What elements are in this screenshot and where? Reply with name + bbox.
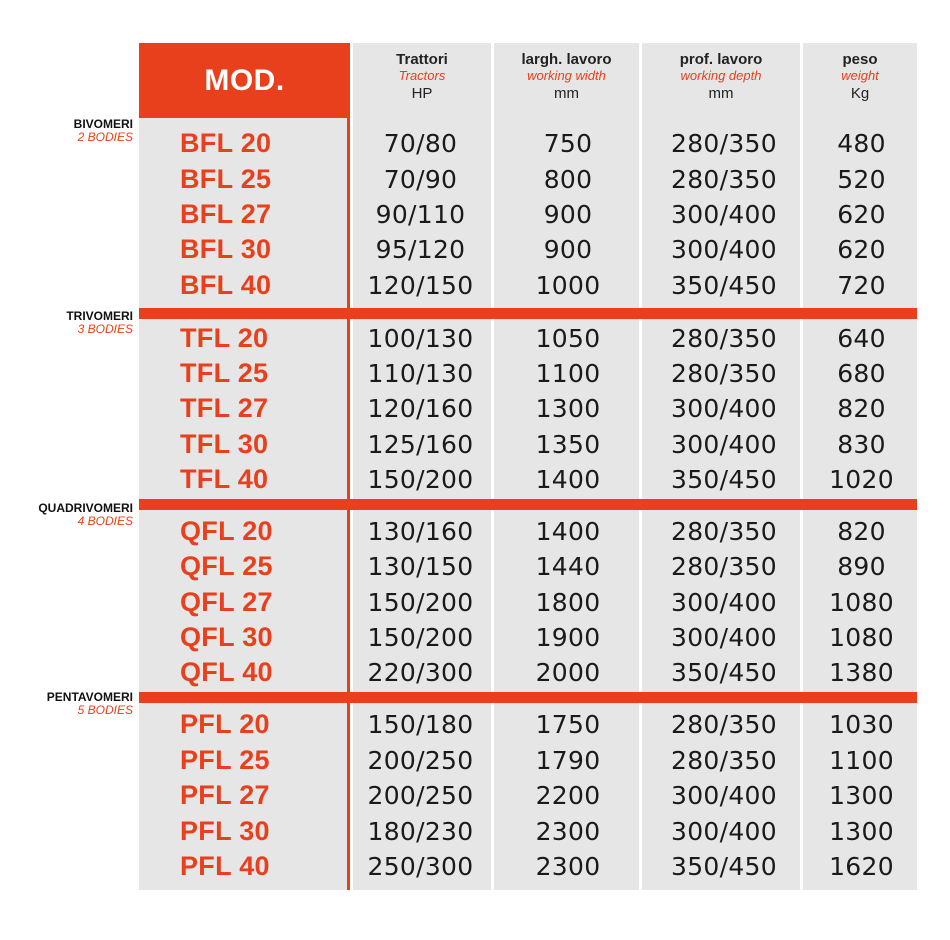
working-width: 1440 (535, 552, 601, 581)
model-name: QFL 27 (180, 587, 273, 617)
weight: 830 (837, 430, 886, 459)
working-depth: 300/400 (671, 781, 777, 810)
model-name: QFL 20 (180, 516, 273, 546)
model-name: TFL 40 (180, 464, 269, 494)
weight: 620 (837, 235, 886, 264)
working-width: 2300 (535, 817, 601, 846)
model-name: BFL 40 (180, 270, 272, 300)
working-depth: 280/350 (671, 552, 777, 581)
working-depth: 280/350 (671, 324, 777, 353)
weight: 890 (837, 552, 886, 581)
header-weight (803, 43, 917, 118)
group-label-pentavomeri (0, 691, 133, 717)
working-width: 750 (543, 129, 593, 158)
working-width: 1300 (535, 394, 601, 423)
tractor-hp: 150/180 (367, 710, 474, 739)
model-name: PFL 20 (180, 709, 270, 739)
header-subtitle: Tractors (398, 68, 446, 83)
table-row (139, 742, 917, 777)
working-width: 1790 (535, 746, 601, 775)
working-width: 1000 (535, 271, 601, 300)
group-bodies: 4 BODIES (77, 514, 133, 528)
table-row (139, 267, 917, 302)
table-row (139, 513, 917, 548)
tractor-hp: 150/200 (367, 588, 474, 617)
table-row (139, 619, 917, 654)
weight: 640 (837, 324, 886, 353)
weight: 720 (837, 271, 886, 300)
table-row (139, 548, 917, 583)
model-name: QFL 25 (180, 551, 273, 581)
tractor-hp: 95/120 (375, 235, 466, 264)
working-width: 1400 (535, 517, 601, 546)
working-depth: 300/400 (671, 588, 777, 617)
working-width: 900 (543, 200, 593, 229)
weight: 820 (837, 517, 886, 546)
tractor-hp: 250/300 (367, 852, 474, 881)
table-row (139, 390, 917, 425)
group-name: TRIVOMERI (66, 309, 133, 323)
table-row (139, 654, 917, 689)
tractor-hp: 125/160 (367, 430, 474, 459)
group-bodies: 5 BODIES (77, 703, 133, 717)
tractor-hp: 100/130 (367, 324, 474, 353)
table-row (139, 355, 917, 390)
working-depth: 280/350 (671, 129, 777, 158)
table-row (139, 426, 917, 461)
group-separator (139, 692, 917, 703)
group-bodies: 3 BODIES (77, 322, 133, 336)
table-row (139, 706, 917, 741)
working-width: 1900 (535, 623, 601, 652)
table-row (139, 777, 917, 812)
header-subtitle: weight (841, 68, 879, 83)
header-title: largh. lavoro (521, 51, 612, 68)
working-width: 1400 (535, 465, 601, 494)
model-name: TFL 25 (180, 358, 269, 388)
model-name: QFL 40 (180, 657, 273, 687)
model-name: TFL 30 (180, 429, 269, 459)
weight: 1080 (829, 588, 894, 617)
table-row (139, 320, 917, 355)
header-tractors (353, 43, 491, 118)
working-width: 1050 (535, 324, 601, 353)
working-depth: 280/350 (671, 517, 777, 546)
header-title: Trattori (396, 51, 448, 68)
tractor-hp: 120/160 (367, 394, 474, 423)
weight: 1030 (829, 710, 894, 739)
tractor-hp: 200/250 (367, 781, 474, 810)
header-unit: HP (411, 85, 433, 102)
working-depth: 350/450 (671, 852, 777, 881)
header-title: peso (842, 51, 878, 68)
header-unit: Kg (850, 85, 870, 102)
tractor-hp: 180/230 (367, 817, 474, 846)
tractor-hp: 150/200 (367, 465, 474, 494)
model-name: BFL 25 (180, 164, 272, 194)
tractor-hp: 130/150 (367, 552, 474, 581)
group-name: QUADRIVOMERI (38, 501, 133, 515)
working-depth: 280/350 (671, 746, 777, 775)
working-depth: 280/350 (671, 359, 777, 388)
working-width: 2300 (535, 852, 601, 881)
group-bodies: 2 BODIES (77, 130, 133, 144)
group-separator (139, 499, 917, 510)
table-row (139, 461, 917, 496)
tractor-hp: 130/160 (367, 517, 474, 546)
model-name: PFL 25 (180, 745, 270, 775)
tractor-hp: 200/250 (367, 746, 474, 775)
weight: 820 (837, 394, 886, 423)
working-depth: 350/450 (671, 271, 777, 300)
weight: 1380 (829, 658, 894, 687)
header-unit: mm (708, 85, 734, 102)
working-depth: 280/350 (671, 710, 777, 739)
weight: 1020 (829, 465, 894, 494)
working-depth: 300/400 (671, 235, 777, 264)
working-depth: 350/450 (671, 658, 777, 687)
tractor-hp: 110/130 (367, 359, 474, 388)
weight: 480 (837, 129, 886, 158)
model-name: BFL 27 (180, 199, 272, 229)
working-width: 900 (543, 235, 593, 264)
working-width: 800 (543, 165, 593, 194)
working-width: 2000 (535, 658, 601, 687)
tractor-hp: 70/90 (383, 165, 458, 194)
header-subtitle: working width (527, 68, 606, 83)
table-row (139, 813, 917, 848)
mod-header: MOD. (139, 43, 350, 118)
group-name: PENTAVOMERI (46, 690, 133, 704)
weight: 1100 (829, 746, 894, 775)
tractor-hp: 70/80 (383, 129, 458, 158)
working-depth: 280/350 (671, 165, 777, 194)
table-row (139, 161, 917, 196)
model-name: TFL 27 (180, 393, 269, 423)
model-name: PFL 40 (180, 851, 270, 881)
group-label-quadrivomeri (0, 502, 133, 528)
header-unit: mm (554, 85, 579, 102)
tractor-hp: 120/150 (367, 271, 474, 300)
header-working-depth (642, 43, 800, 118)
table-row (139, 848, 917, 883)
weight: 680 (837, 359, 886, 388)
weight: 1300 (829, 781, 894, 810)
group-label-trivomeri (0, 310, 133, 336)
header-subtitle: working depth (680, 68, 762, 83)
tractor-hp: 220/300 (367, 658, 474, 687)
group-separator (139, 308, 917, 319)
model-name: TFL 20 (180, 323, 269, 353)
working-depth: 300/400 (671, 394, 777, 423)
weight: 1620 (829, 852, 894, 881)
tractor-hp: 150/200 (367, 623, 474, 652)
header-working-width (494, 43, 639, 118)
model-name: BFL 30 (180, 234, 272, 264)
tractor-hp: 90/110 (375, 200, 466, 229)
model-name: PFL 30 (180, 816, 270, 846)
working-depth: 300/400 (671, 817, 777, 846)
weight: 620 (837, 200, 886, 229)
working-width: 1350 (535, 430, 601, 459)
group-label-bivomeri (0, 118, 133, 144)
model-name: QFL 30 (180, 622, 273, 652)
working-depth: 300/400 (671, 200, 777, 229)
model-name: BFL 20 (180, 128, 272, 158)
model-name: PFL 27 (180, 780, 270, 810)
table-row (139, 196, 917, 231)
weight: 520 (837, 165, 886, 194)
table-row (139, 125, 917, 160)
working-width: 1800 (535, 588, 601, 617)
header-title: prof. lavoro (679, 51, 763, 68)
weight: 1300 (829, 817, 894, 846)
working-depth: 350/450 (671, 465, 777, 494)
group-name: BIVOMERI (73, 117, 133, 131)
table-row (139, 231, 917, 266)
working-width: 1100 (535, 359, 601, 388)
working-width: 1750 (535, 710, 601, 739)
working-depth: 300/400 (671, 430, 777, 459)
table-row (139, 584, 917, 619)
working-width: 2200 (535, 781, 601, 810)
working-depth: 300/400 (671, 623, 777, 652)
weight: 1080 (829, 623, 894, 652)
